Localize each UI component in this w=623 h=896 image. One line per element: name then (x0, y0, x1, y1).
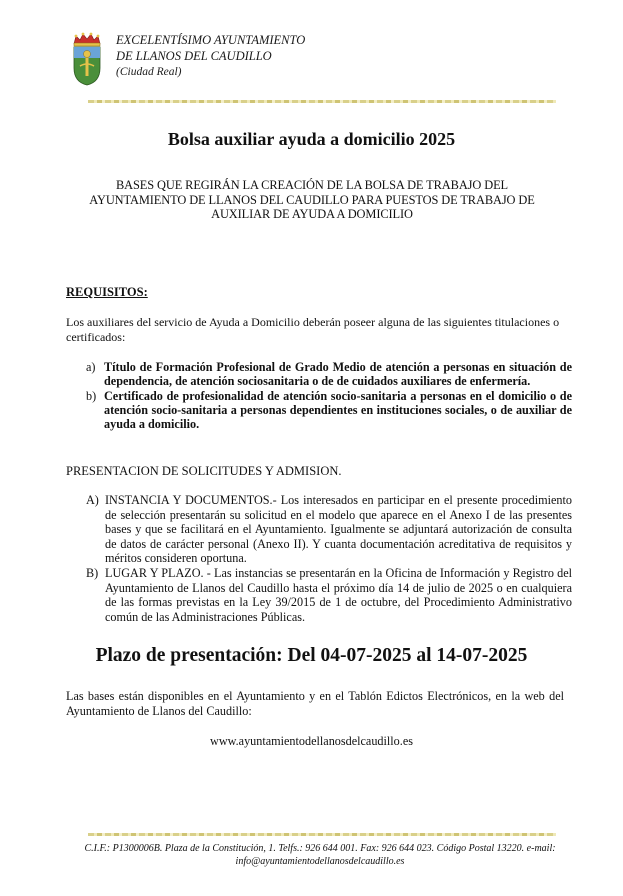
list-item-text: Título de Formación Profesional de Grado Medio de atención a personas en situación de dependencia, de atención sociosanitaria o de de cuidados auxiliares de enfermería. (104, 360, 572, 389)
list-item-text: Certificado de profesionalidad de atención socio-sanitaria a personas en el domicilio o de atención socio-sanitaria a personas dependientes en instituciones sociales, o de auxiliar de ayuda a domicilio. (104, 388, 572, 432)
requisitos-heading: REQUISITOS: (66, 285, 148, 299)
list-item (86, 566, 572, 624)
letterhead-line-2: DE LLANOS DEL CAUDILLO (116, 49, 272, 63)
letterhead-line-1: EXCELENTÍSIMO AYUNTAMIENTO (116, 33, 306, 47)
requisitos-intro: Los auxiliares del servicio de Ayuda a Domicilio deberán poseer alguna de las siguientes titulaciones o certificados: (66, 315, 560, 344)
presentacion-list (86, 493, 572, 624)
list-item-text: INSTANCIA Y DOCUMENTOS.- Los interesados en participar en el presente procedimiento de selección presentarán su solicitud en el modelo que aparece en el Anexo I de las presentes bases y que se facilitará en el Ayuntamiento. Igualmente se adjuntará autorización de consulta de datos de carácter personal (Anexo II). Y cuanta documentación acreditativa de requisitos y méritos consideren oportuna. (105, 493, 572, 566)
footer-line-1: C.I.F.: P1300006B. Plaza de la Constitución, 1. Telfs.: 926 644 001. Fax: 926 644 023. Código Postal 13220. e-mail: (84, 843, 556, 854)
list-marker: A) (86, 493, 99, 507)
list-item-text: LUGAR Y PLAZO. - Las instancias se presentarán en la Oficina de Información y Registro del Ayuntamiento de Llanos del Caudillo hasta el próximo día 14 de julio de 2025 o en cualquiera de las formas previstas en la Ley 39/2015 de 1 de octubre, del Procedimiento Administrativo común de las Administraciones Públicas. (105, 565, 572, 624)
website-link[interactable]: www.ayuntamientodellanosdelcaudillo.es (210, 734, 413, 748)
document-title: Bolsa auxiliar ayuda a domicilio 2025 (167, 129, 456, 149)
footer-email[interactable]: info@ayuntamientodellanosdelcaudillo.es (235, 856, 405, 867)
bases-heading: BASES QUE REGIRÁN LA CREACIÓN DE LA BOLSA DE TRABAJO DEL AYUNTAMIENTO DE LLANOS DEL CAUDILLO PARA PUESTOS DE TRABAJO DE AUXILIAR DE AYUDA A DOMICILIO (89, 178, 535, 221)
requisitos-list (86, 360, 572, 431)
list-item (86, 389, 572, 432)
list-marker: a) (86, 360, 96, 374)
presentacion-heading: PRESENTACION DE SOLICITUDES Y ADMISION. (66, 464, 342, 478)
list-marker: b) (86, 388, 97, 403)
list-item (86, 360, 572, 389)
list-marker: B) (86, 565, 99, 580)
list-item (86, 493, 572, 566)
letterhead-text (116, 32, 305, 80)
footer-divider (88, 833, 556, 836)
footer (70, 842, 570, 868)
municipal-crest-icon (70, 32, 104, 86)
letterhead (66, 30, 566, 90)
plazo-heading: Plazo de presentación: Del 04-07-2025 al 14-07-2025 (95, 645, 528, 666)
header-divider (88, 100, 556, 103)
disponibles-paragraph: Las bases están disponibles en el Ayuntamiento y en el Tablón Edictos Electrónicos, en la web del Ayuntamiento de Llanos del Caudillo: (66, 689, 564, 718)
letterhead-line-3: (Ciudad Real) (116, 66, 182, 78)
